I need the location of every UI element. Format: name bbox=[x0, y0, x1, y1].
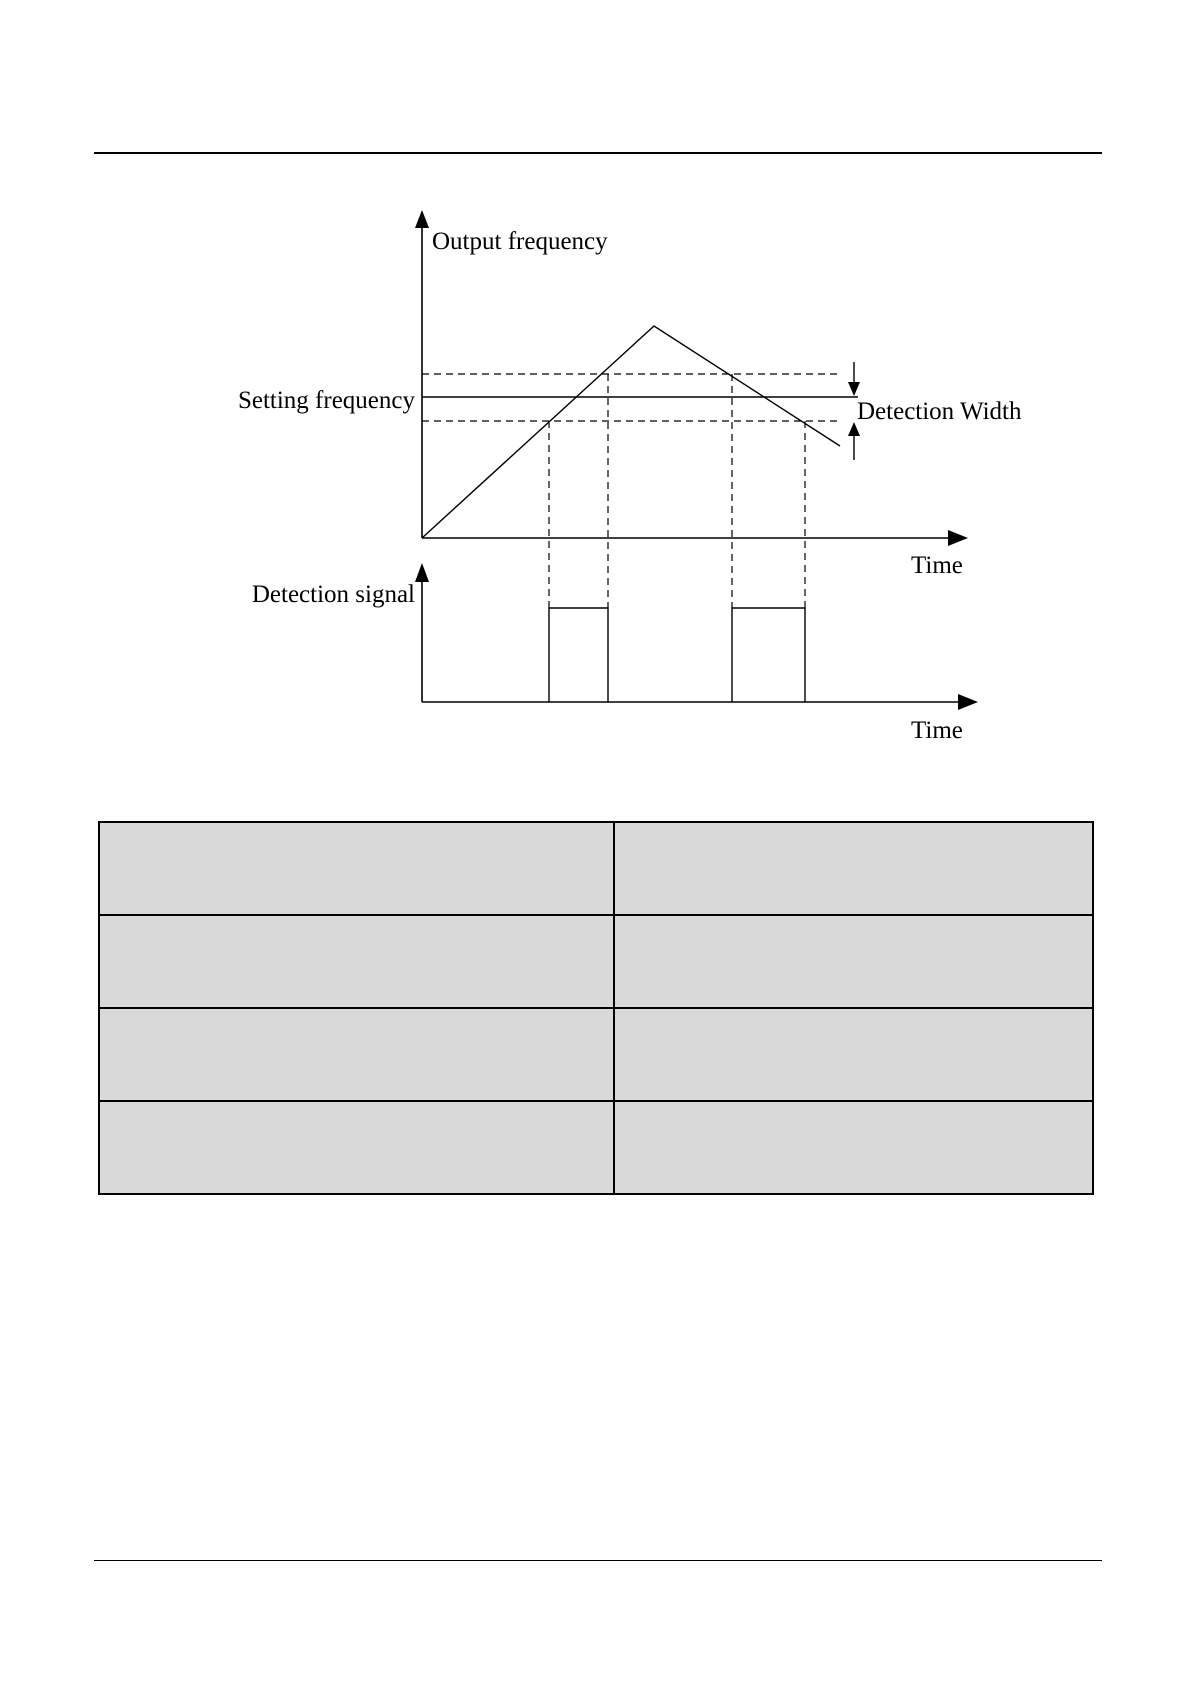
table-cell bbox=[614, 822, 1093, 915]
detection-pulse-2 bbox=[732, 608, 805, 702]
table-cell bbox=[99, 1101, 614, 1194]
table-cell bbox=[614, 1101, 1093, 1194]
lower-x-arrowhead bbox=[958, 694, 978, 710]
upper-x-arrowhead bbox=[948, 530, 968, 546]
frequency-detection-diagram bbox=[0, 0, 1190, 780]
table-row bbox=[99, 822, 1093, 915]
table-row bbox=[99, 1008, 1093, 1101]
time-label-top: Time bbox=[911, 552, 963, 579]
detection-signal-label: Detection signal bbox=[251, 581, 415, 608]
table-cell bbox=[99, 915, 614, 1008]
table-row bbox=[99, 1101, 1093, 1194]
table-cell bbox=[614, 915, 1093, 1008]
setting-frequency-label: Setting frequency bbox=[237, 387, 415, 414]
detection-pulse-1 bbox=[549, 608, 608, 702]
table-cell bbox=[614, 1008, 1093, 1101]
table-cell bbox=[99, 1008, 614, 1101]
upper-y-arrowhead bbox=[415, 210, 429, 228]
time-label-bottom: Time bbox=[911, 717, 963, 744]
table-cell bbox=[99, 822, 614, 915]
table-row bbox=[99, 915, 1093, 1008]
detection-width-label: Detection Width bbox=[857, 398, 1022, 425]
lower-y-arrowhead bbox=[415, 563, 429, 582]
detection-width-arrowhead-down bbox=[848, 382, 860, 396]
output-frequency-curve bbox=[422, 326, 840, 538]
footer-rule bbox=[94, 1560, 1102, 1561]
output-frequency-label: Output frequency bbox=[432, 228, 608, 255]
parameter-table bbox=[98, 821, 1094, 1195]
